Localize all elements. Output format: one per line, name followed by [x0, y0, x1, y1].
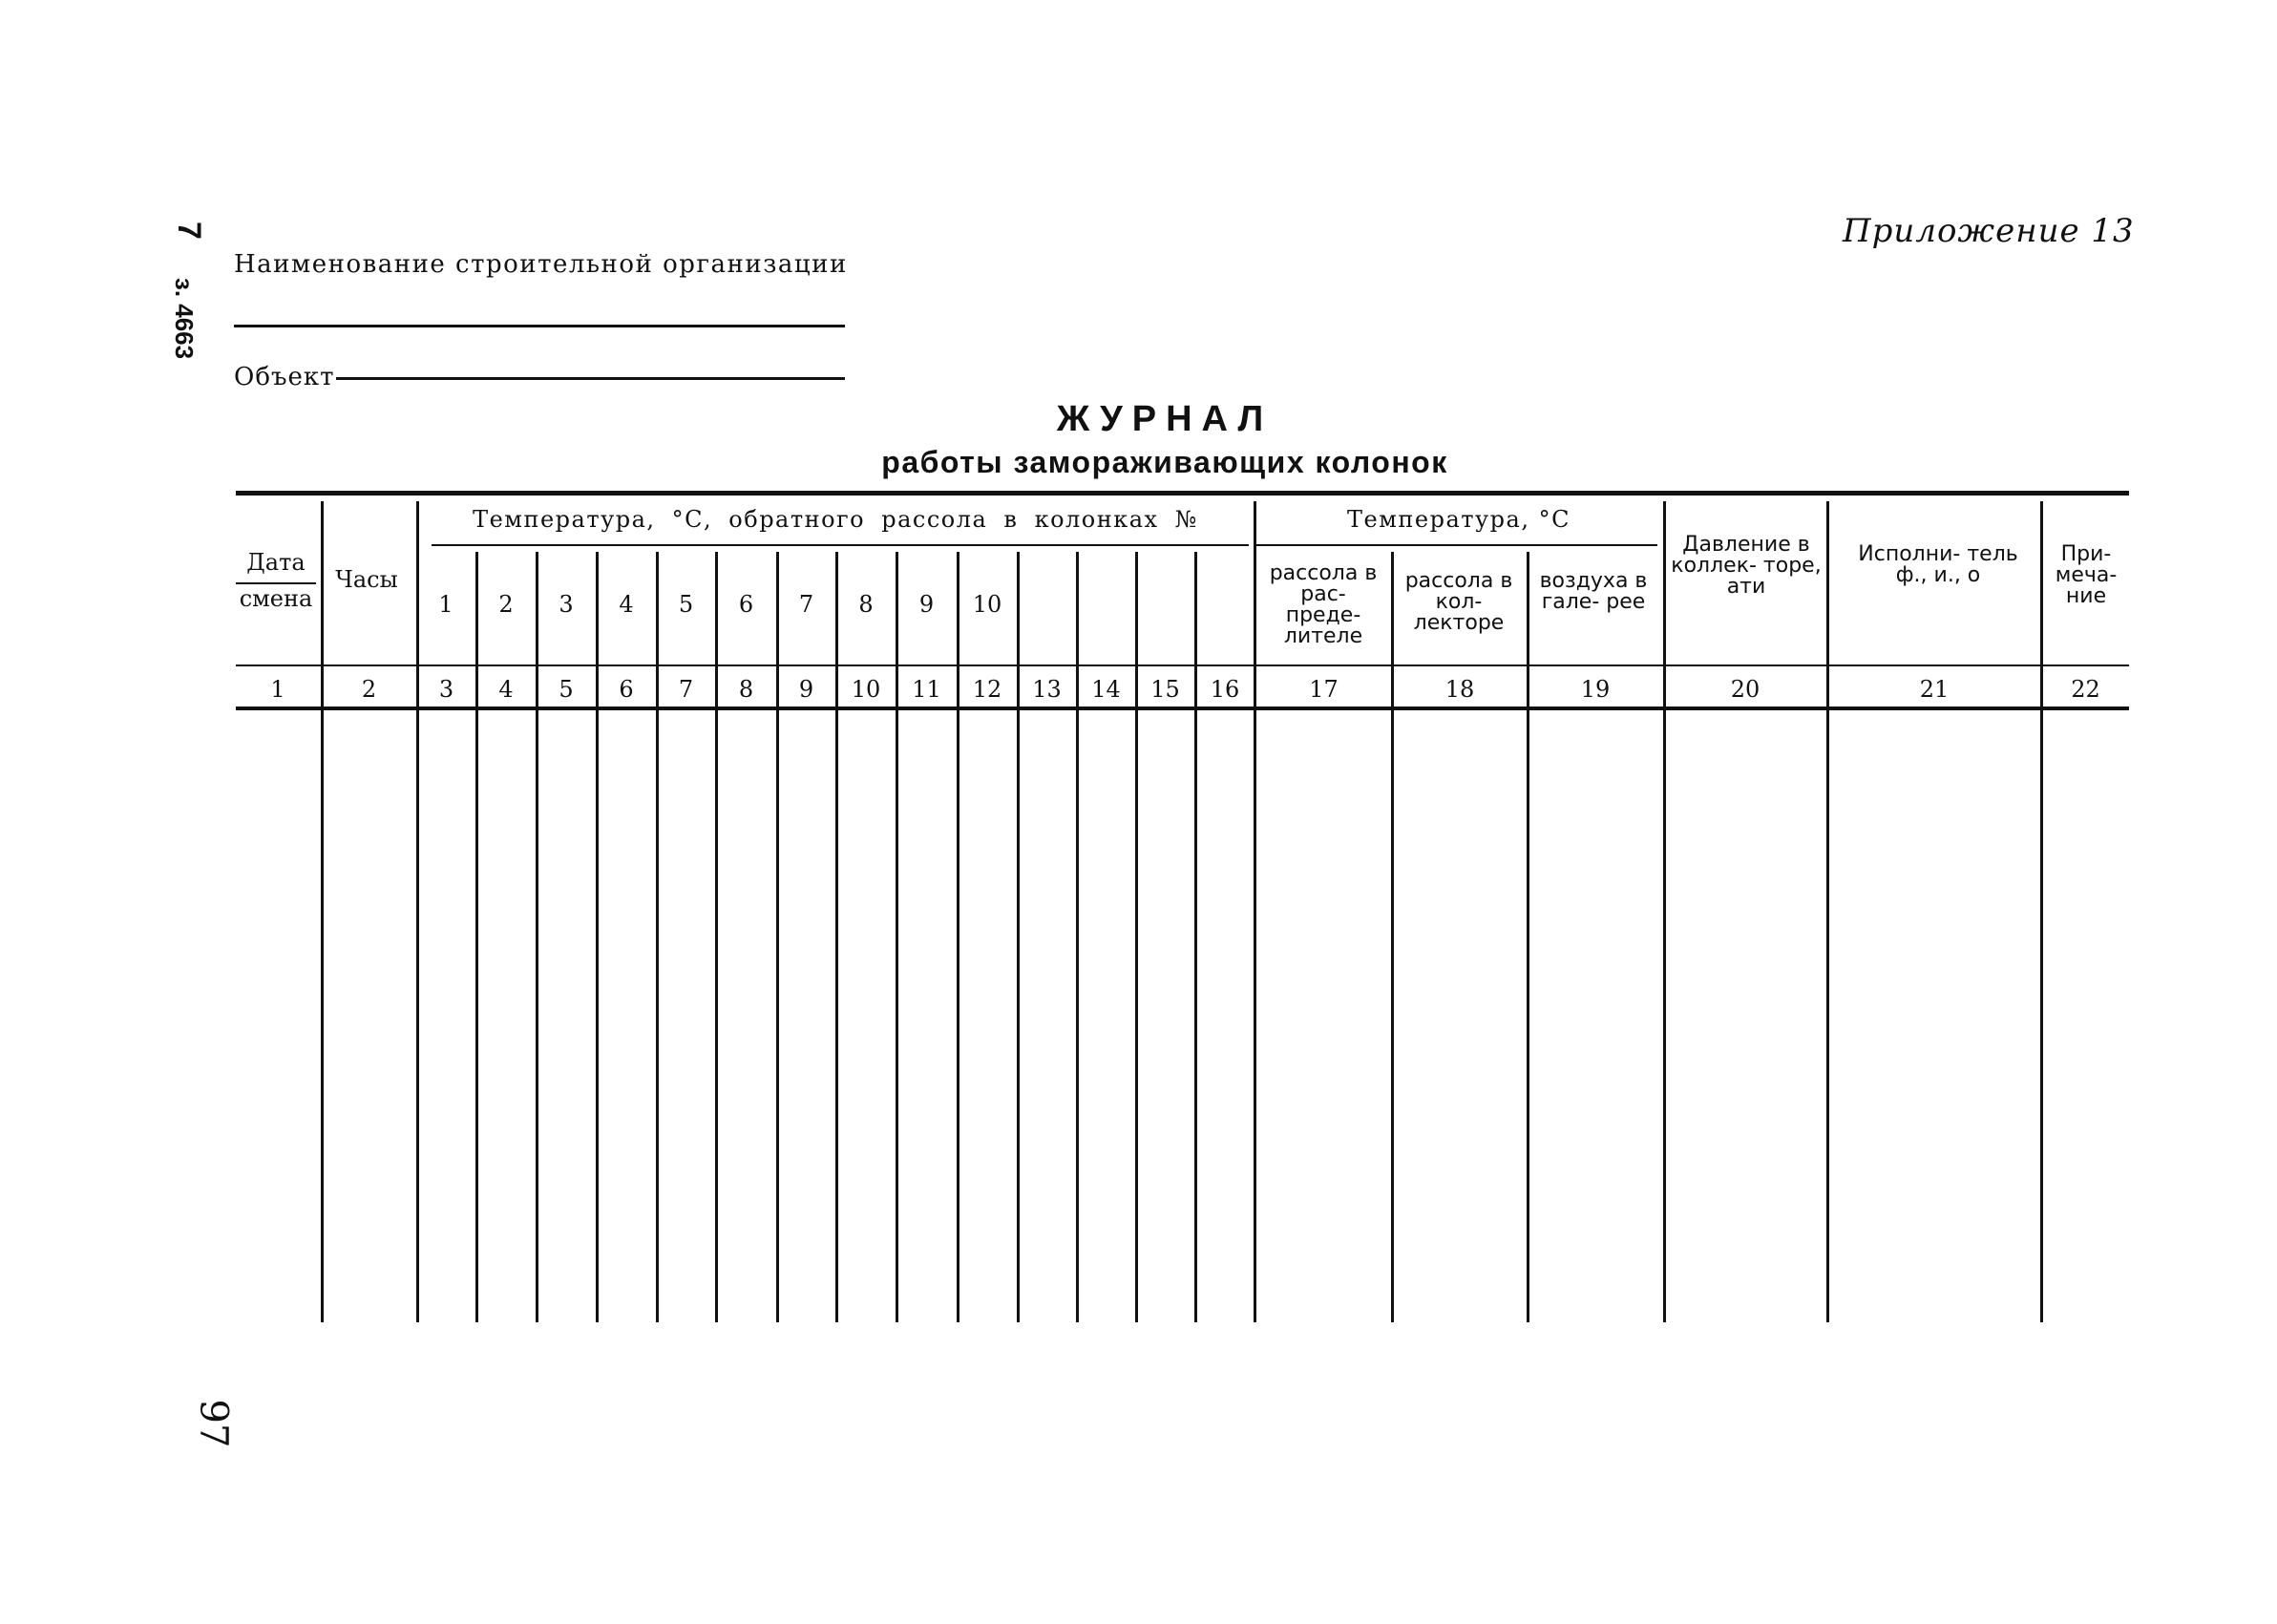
column-divider [715, 552, 718, 1322]
index-cell: 8 [738, 676, 754, 703]
column-divider [1076, 552, 1079, 1322]
column-number-10: 10 [972, 591, 1002, 618]
column-divider [1135, 552, 1138, 1322]
temperature-header: Температура, °С [1347, 506, 1571, 533]
column-number-4: 4 [619, 591, 634, 618]
table-top-rule [236, 491, 2129, 496]
index-cell: 17 [1309, 676, 1339, 703]
index-cell: 5 [559, 676, 574, 703]
column-divider [536, 552, 538, 1322]
column-divider [776, 552, 779, 1322]
column-divider [321, 501, 324, 1322]
shift-header: смена [239, 585, 313, 612]
appendix-label: Приложение 13 [1843, 212, 2135, 250]
notes-header: При- меча- ние [2055, 542, 2118, 608]
index-cell: 6 [619, 676, 634, 703]
index-cell: 11 [912, 676, 941, 703]
index-cell: 1 [270, 676, 285, 703]
column-divider [835, 552, 838, 1322]
index-cell: 20 [1730, 676, 1760, 703]
pressure-header: Давление в коллек- торе, ати [1671, 533, 1822, 599]
index-cell: 19 [1580, 676, 1611, 703]
index-cell: 14 [1091, 676, 1121, 703]
column-divider [596, 552, 599, 1322]
journal-subtitle: работы замораживающих колонок [881, 445, 1448, 479]
index-cell: 18 [1444, 676, 1475, 703]
organization-label: Наименование строительной организации [234, 250, 848, 279]
brine-collector-header: рассола в кол- лекторе [1404, 569, 1513, 635]
index-row-top-rule [236, 664, 2129, 666]
column-number-8: 8 [858, 591, 874, 618]
column-number-2: 2 [498, 591, 514, 618]
object-label: Объект [234, 363, 335, 391]
column-number-6: 6 [738, 591, 754, 618]
index-cell: 16 [1210, 676, 1240, 703]
column-number-9: 9 [918, 591, 935, 618]
executor-header: Исполни- тель ф., и., о [1858, 542, 2018, 587]
column-divider [896, 552, 898, 1322]
column-number-1: 1 [438, 591, 453, 618]
journal-title: ЖУРНАЛ [1056, 399, 1274, 439]
date-shift-divider [236, 582, 316, 584]
column-divider [416, 501, 419, 1322]
page-number: 97 [191, 1399, 236, 1448]
column-number-3: 3 [559, 591, 574, 618]
object-field-line [336, 377, 845, 380]
column-divider [1194, 552, 1197, 1322]
column-number-7: 7 [798, 591, 814, 618]
side-code: з. 4663 [170, 277, 200, 360]
index-cell: 7 [678, 676, 694, 703]
index-cell: 21 [1919, 676, 1950, 703]
index-cell: 3 [438, 676, 454, 703]
date-header: Дата [246, 549, 306, 576]
column-divider [1017, 552, 1020, 1322]
temperature-subrule [1256, 544, 1657, 546]
index-cell: 2 [361, 676, 377, 703]
return-brine-subrule [432, 544, 1249, 546]
index-cell: 22 [2071, 676, 2100, 703]
hours-header: Часы [335, 566, 398, 593]
index-cell: 12 [972, 676, 1002, 703]
column-divider [1391, 552, 1394, 1322]
index-cell: 10 [851, 676, 881, 703]
brine-distributor-header: рассола в рас- преде- лителе [1269, 561, 1378, 648]
index-cell: 9 [798, 676, 814, 703]
column-divider [1826, 501, 1829, 1322]
column-divider [656, 552, 659, 1322]
index-cell: 13 [1032, 676, 1062, 703]
side-number: 7 [170, 221, 207, 240]
column-divider [957, 552, 959, 1322]
column-divider [2040, 501, 2043, 1322]
column-divider [1663, 501, 1666, 1322]
index-cell: 15 [1150, 676, 1180, 703]
table-header-bottom-rule [236, 707, 2129, 710]
organization-field-line [234, 325, 845, 327]
column-number-5: 5 [678, 591, 694, 618]
column-divider [475, 552, 478, 1322]
index-cell: 4 [498, 676, 514, 703]
air-gallery-header: воздуха в гале- рее [1539, 569, 1648, 614]
column-divider [1254, 501, 1256, 1322]
column-divider [1527, 552, 1529, 1322]
return-brine-header: Температура, °С, обратного рассола в колонках № [473, 506, 1198, 533]
